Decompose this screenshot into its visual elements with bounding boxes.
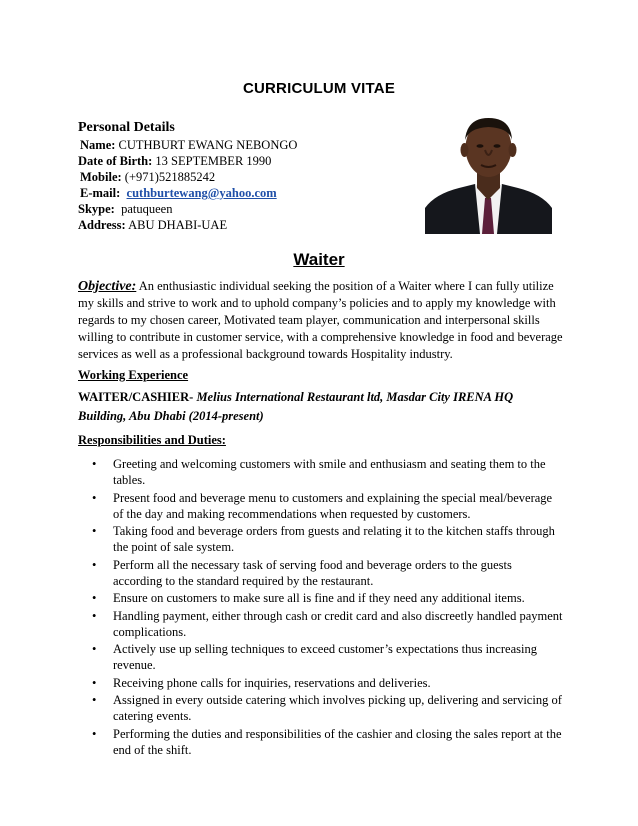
duty-text: Handling payment, either through cash or credit card and also discreetly handled payment complications. xyxy=(113,608,563,639)
bullet-icon: • xyxy=(92,693,97,707)
mobile-label: Mobile: xyxy=(80,170,122,184)
duty-text: Actively use up selling techniques to exceed customer’s expectations thus increasing revenue. xyxy=(113,642,537,672)
bullet-icon: • xyxy=(92,557,97,572)
duty-text: Assigned in every outside catering which involves picking up, delivering and servicing of catering events. xyxy=(113,693,562,723)
bullet-icon: • xyxy=(92,675,97,690)
dob-row xyxy=(78,153,408,169)
bullet-icon: • xyxy=(92,608,97,623)
mobile-row xyxy=(78,169,408,185)
list-item xyxy=(84,692,564,724)
dob-label: Date of Birth: xyxy=(78,154,153,168)
mobile-value: (+971)521885242 xyxy=(124,170,216,184)
bullet-icon: • xyxy=(92,524,97,538)
email-row xyxy=(78,185,408,201)
name-value: CUTHBURT EWANG NEBONGO xyxy=(118,138,298,152)
objective-paragraph xyxy=(78,278,568,363)
email-label: E-mail: xyxy=(80,186,121,200)
address-label: Address: xyxy=(78,218,126,232)
document-title: CURRICULUM VITAE xyxy=(242,80,396,97)
bullet-icon: • xyxy=(92,726,97,741)
skype-row xyxy=(78,201,408,217)
duty-text: Receiving phone calls for inquiries, reservations and deliveries. xyxy=(113,675,431,690)
portrait-illustration xyxy=(425,108,552,234)
objective-text: An enthusiastic individual seeking the position of a Waiter where I can fully utilize my skills and strive to work and to uphold company’s policies and to apply my knowledge with regards to my chosen career, Motivated team player, communication and interpersonal skills willing to contribute in customer service, with a comprehensive knowledge in food and beverage services as well as a professional background towards Hospitality industry. xyxy=(78,279,563,361)
duty-text: Ensure on customers to make sure all is fine and if they need any additional items. xyxy=(113,591,525,605)
bullet-icon: • xyxy=(92,490,97,505)
duty-text: Present food and beverage menu to customers and explaining the special meal/beverage of the day and making recommendations when requested by customers. xyxy=(113,490,553,521)
bullet-icon: • xyxy=(92,457,97,471)
duty-text: Greeting and welcoming customers with smile and enthusiasm and seating them to the tables. xyxy=(113,457,546,487)
job-entry xyxy=(78,388,548,426)
list-item xyxy=(84,456,564,488)
job-title: Waiter xyxy=(293,250,345,269)
list-item xyxy=(84,590,564,606)
profile-photo xyxy=(425,108,552,234)
objective-label: Objective: xyxy=(78,279,137,294)
list-item xyxy=(84,641,564,673)
duty-text: Performing the duties and responsibilities of the cashier and closing the sales report at the end of the shift. xyxy=(113,726,562,757)
list-item xyxy=(84,726,564,758)
job-employer: Melius International Restaurant ltd, Masdar City IRENA HQ Building, Abu Dhabi (2014-present) xyxy=(78,390,514,423)
bullet-icon: • xyxy=(92,642,97,656)
duties-heading: Responsibilities and Duties: xyxy=(78,433,226,447)
list-item xyxy=(84,557,564,589)
name-label: Name: xyxy=(80,138,116,152)
skype-value: patuqueen xyxy=(121,202,173,216)
job-role: WAITER/CASHIER- xyxy=(78,390,194,404)
address-value: ABU DHABI-UAE xyxy=(128,218,228,232)
address-row xyxy=(78,217,408,233)
list-item xyxy=(84,608,564,640)
duty-text: Taking food and beverage orders from guests and relating it to the kitchen staffs through the point of sale system. xyxy=(113,524,555,554)
list-item xyxy=(84,675,564,691)
name-row xyxy=(78,137,408,153)
duty-text: Perform all the necessary task of serving food and beverage orders to the guests according to the standard required by the restaurant. xyxy=(113,557,512,588)
list-item xyxy=(84,523,564,555)
email-link[interactable]: cuthburtewang@yahoo.com xyxy=(126,186,277,200)
duties-list xyxy=(84,456,564,759)
working-experience-heading: Working Experience xyxy=(78,368,189,382)
personal-details xyxy=(78,120,408,233)
list-item xyxy=(84,490,564,522)
skype-label: Skype: xyxy=(78,202,115,216)
personal-details-heading: Personal Details xyxy=(78,120,175,135)
bullet-icon: • xyxy=(92,591,97,605)
dob-value: 13 SEPTEMBER 1990 xyxy=(155,154,272,168)
